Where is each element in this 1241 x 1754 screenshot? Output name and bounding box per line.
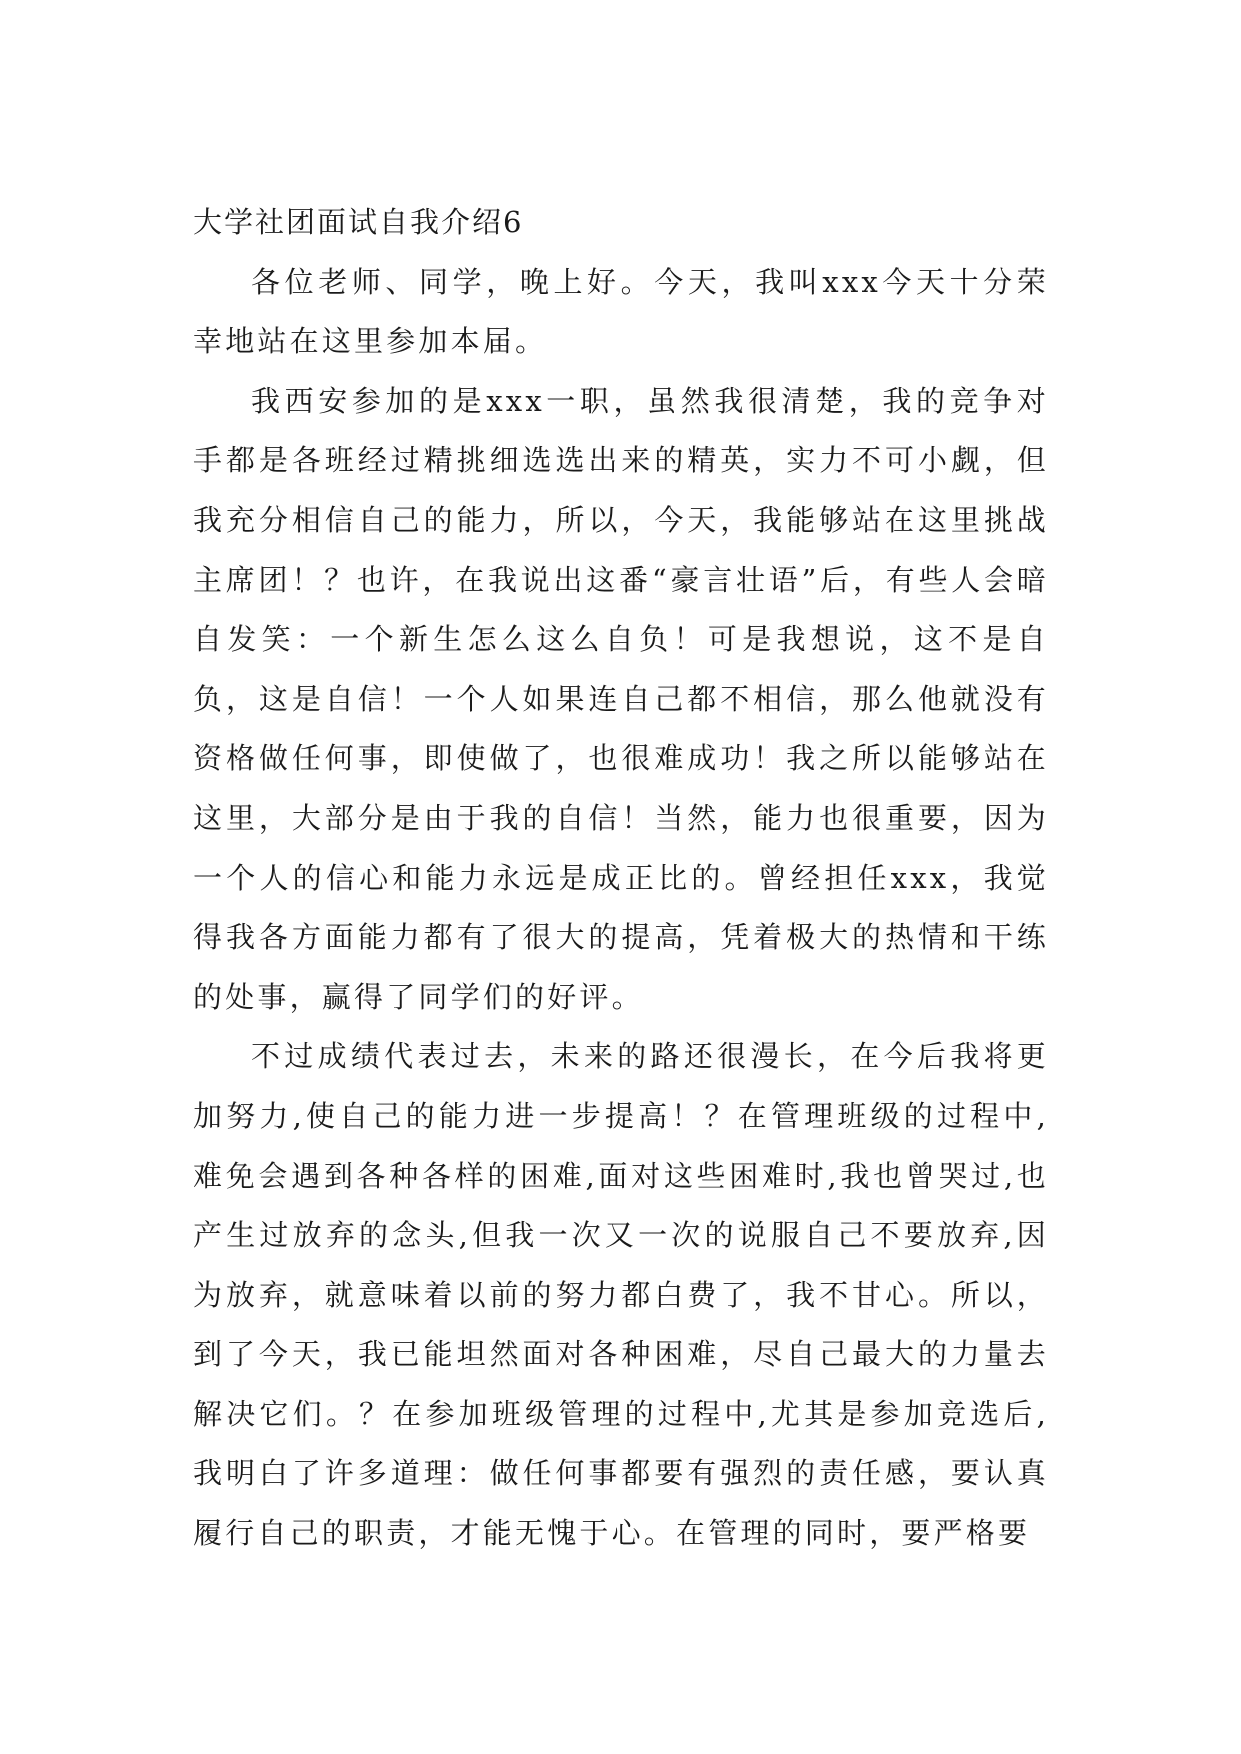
- paragraph-confidence: 我西安参加的是xxx一职，虽然我很清楚，我的竞争对手都是各班经过精挑细选选出来的精英，实力不可小觑，但我充分相信自己的能力，所以，今天，我能够站在这里挑战主席团！？也许，在我说出这番“豪言壮语”后，有些人会暗自发笑：一个新生怎么这么自负！可是我想说，这不是自负，这是自信！一个人如果连自己都不相信，那么他就没有资格做任何事，即使做了，也很难成功！我之所以能够站在这里，大部分是由于我的自信！当然，能力也很重要，因为一个人的信心和能力永远是成正比的。曾经担任xxx，我觉得我各方面能力都有了很大的提高，凭着极大的热情和干练的处事，赢得了同学们的好评。: [193, 383, 1049, 1014]
- paragraph-future: 不过成绩代表过去，未来的路还很漫长，在今后我将更加努力,使自己的能力进一步提高！？在管理班级的过程中,难免会遇到各种各样的困难,面对这些困难时,我也曾哭过,也产生过放弃的念头,但我一次又一次的说服自己不要放弃,因为放弃，就意味着以前的努力都白费了，我不甘心。所以，到了今天，我已能坦然面对各种困难，尽自己最大的力量去解决它们。？在参加班级管理的过程中,尤其是参加竞选后,我明白了许多道理：做任何事都要有强烈的责任感，要认真履行自己的职责，才能无愧于心。在管理的同时，要严格要: [193, 1039, 1049, 1551]
- document-body: [193, 193, 1049, 1564]
- document-title: 大学社团面试自我介绍6: [193, 205, 524, 239]
- paragraph-greeting: 各位老师、同学，晚上好。今天，我叫xxx今天十分荣幸地站在这里参加本届。: [193, 264, 1049, 359]
